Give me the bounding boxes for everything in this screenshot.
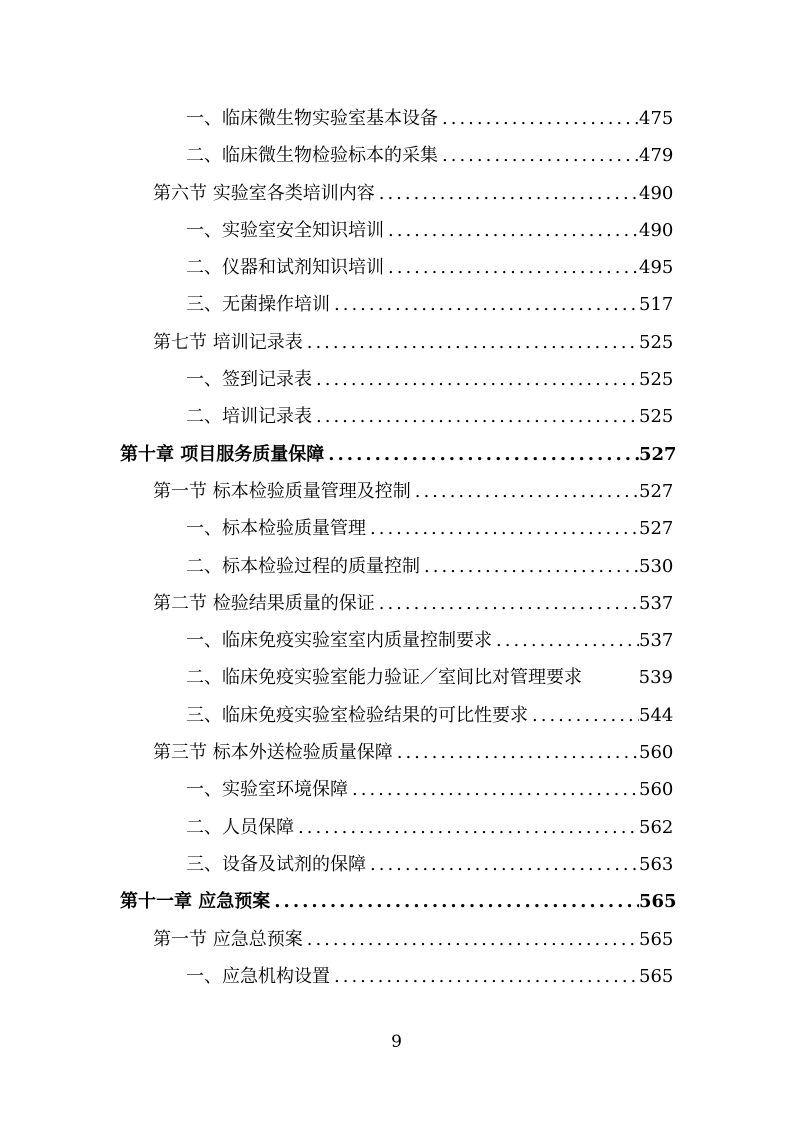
toc-entry-title: 三、设备及试剂的保障 — [186, 853, 366, 875]
toc-dot-leader — [303, 324, 639, 361]
toc-entry-title: 二、人员保障 — [186, 816, 294, 838]
toc-subsection-entry[interactable] — [0, 771, 793, 808]
toc-entry-title: 第二节 检验结果质量的保证 — [153, 592, 375, 614]
toc-subsection-entry[interactable] — [0, 249, 793, 286]
toc-entry-page-number: 525 — [639, 406, 674, 428]
toc-dot-leader — [438, 100, 639, 137]
toc-section-entry[interactable] — [0, 473, 793, 510]
toc-entry-page-number: 527 — [639, 518, 674, 540]
toc-section-entry[interactable] — [0, 324, 793, 361]
toc-entry-title: 一、签到记录表 — [186, 369, 312, 391]
toc-subsection-entry[interactable] — [0, 100, 793, 137]
toc-dot-leader — [303, 921, 639, 958]
toc-subsection-entry[interactable] — [0, 958, 793, 995]
toc-dot-leader — [492, 622, 639, 659]
toc-entry-title: 二、临床微生物检验标本的采集 — [186, 145, 438, 167]
toc-entry-page-number: 495 — [639, 257, 674, 279]
toc-entry-page-number: 565 — [639, 965, 674, 987]
toc-subsection-entry[interactable] — [0, 622, 793, 659]
toc-subsection-entry[interactable] — [0, 809, 793, 846]
toc-subsection-entry[interactable] — [0, 697, 793, 734]
toc-dot-leader — [393, 734, 639, 771]
toc-entry-title: 第三节 标本外送检验质量保障 — [153, 742, 393, 764]
toc-entry-page-number: 530 — [639, 555, 674, 577]
toc-chapter-entry[interactable] — [0, 883, 793, 920]
toc-dot-leader — [384, 249, 639, 286]
toc-entry-title: 二、培训记录表 — [186, 406, 312, 428]
toc-dot-leader — [375, 585, 639, 622]
toc-entry-title: 第十一章 应急预案 — [120, 891, 271, 913]
toc-entry-title: 第六节 实验室各类培训内容 — [153, 182, 375, 204]
toc-entry-title: 三、无菌操作培训 — [186, 294, 330, 316]
toc-dot-leader — [411, 473, 639, 510]
toc-subsection-entry[interactable] — [0, 361, 793, 398]
toc-entry-page-number: 565 — [639, 928, 674, 950]
toc-entry-page-number: 562 — [639, 816, 674, 838]
toc-section-entry[interactable] — [0, 585, 793, 622]
toc-entry-page-number: 490 — [639, 219, 674, 241]
toc-dot-leader — [312, 398, 639, 435]
toc-dot-leader — [294, 809, 639, 846]
toc-entry-title: 一、临床免疫实验室室内质量控制要求 — [186, 630, 492, 652]
toc-subsection-entry[interactable] — [0, 137, 793, 174]
toc-subsection-entry[interactable] — [0, 659, 793, 696]
toc-entry-title: 第一节 标本检验质量管理及控制 — [153, 480, 411, 502]
toc-subsection-entry[interactable] — [0, 548, 793, 585]
toc-section-entry[interactable] — [0, 175, 793, 212]
toc-entry-page-number: 560 — [639, 779, 674, 801]
toc-subsection-entry[interactable] — [0, 846, 793, 883]
toc-dot-leader — [420, 548, 639, 585]
toc-dot-leader — [366, 510, 639, 547]
toc-entry-page-number: 537 — [639, 592, 674, 614]
toc-dot-leader — [330, 286, 639, 323]
toc-entry-page-number: 490 — [639, 182, 674, 204]
toc-entry-title: 第十章 项目服务质量保障 — [120, 443, 325, 465]
toc-entry-page-number: 517 — [639, 294, 674, 316]
toc-dot-leader — [270, 883, 639, 920]
toc-entry-page-number: 527 — [639, 443, 677, 465]
toc-entry-page-number: 525 — [639, 369, 674, 391]
table-of-contents — [0, 100, 793, 995]
toc-entry-page-number: 479 — [639, 145, 674, 167]
toc-entry-page-number: 475 — [639, 108, 674, 129]
toc-dot-leader — [324, 436, 639, 473]
toc-entry-page-number: 527 — [639, 480, 674, 502]
toc-dot-leader — [384, 212, 639, 249]
toc-entry-title: 一、实验室环境保障 — [186, 779, 348, 801]
toc-subsection-entry[interactable] — [0, 212, 793, 249]
toc-subsection-entry[interactable] — [0, 286, 793, 323]
toc-entry-title: 第七节 培训记录表 — [153, 331, 303, 353]
toc-dot-leader — [438, 137, 639, 174]
toc-subsection-entry[interactable] — [0, 510, 793, 547]
toc-entry-title: 二、标本检验过程的质量控制 — [186, 555, 420, 577]
toc-dot-leader — [366, 846, 639, 883]
toc-entry-title: 三、临床免疫实验室检验结果的可比性要求 — [186, 704, 528, 726]
toc-dot-leader — [348, 771, 639, 808]
toc-dot-leader — [375, 175, 639, 212]
toc-dot-leader — [312, 361, 639, 398]
toc-entry-page-number: 565 — [639, 891, 677, 913]
toc-entry-title: 一、应急机构设置 — [186, 965, 330, 987]
page-number: 9 — [391, 1032, 402, 1052]
toc-entry-title: 一、标本检验质量管理 — [186, 518, 366, 540]
toc-entry-title: 二、仪器和试剂知识培训 — [186, 257, 384, 279]
toc-dot-leader — [528, 697, 639, 734]
toc-entry-title: 一、实验室安全知识培训 — [186, 219, 384, 241]
toc-entry-page-number: 537 — [639, 630, 674, 652]
toc-dot-leader — [330, 958, 639, 995]
toc-entry-title: 第一节 应急总预案 — [153, 928, 303, 950]
toc-entry-page-number: 539 — [638, 667, 673, 689]
toc-entry-page-number: 563 — [639, 853, 674, 875]
toc-entry-page-number: 525 — [639, 331, 674, 353]
toc-entry-title: 二、临床免疫实验室能力验证／室间比对管理要求 — [186, 667, 582, 689]
toc-section-entry[interactable] — [0, 734, 793, 771]
toc-entry-title: 一、临床微生物实验室基本设备 — [186, 108, 438, 129]
toc-entry-page-number: 560 — [639, 742, 674, 764]
toc-chapter-entry[interactable] — [0, 436, 793, 473]
toc-entry-page-number: 544 — [639, 704, 674, 726]
toc-subsection-entry[interactable] — [0, 398, 793, 435]
toc-section-entry[interactable] — [0, 921, 793, 958]
